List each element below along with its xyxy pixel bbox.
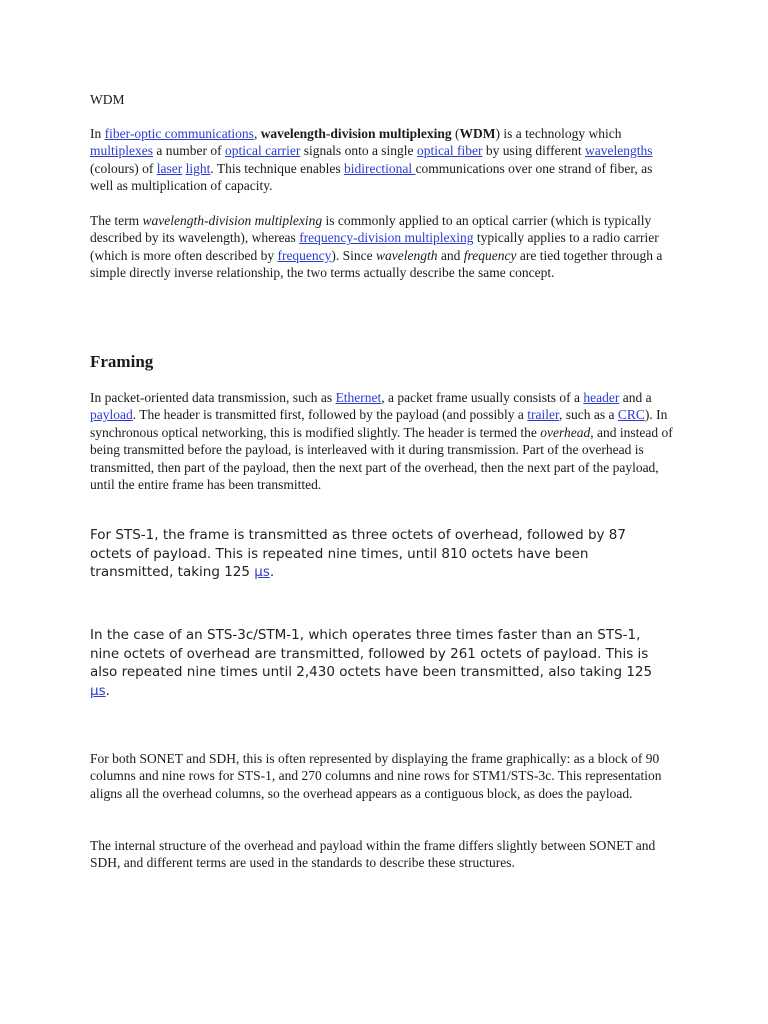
link-microsecond[interactable]: µs <box>90 682 106 699</box>
text: a number of <box>153 143 225 159</box>
link-trailer[interactable]: trailer <box>527 407 559 423</box>
paragraph-sts1 <box>90 526 650 582</box>
section-heading-framing: Framing <box>90 352 154 371</box>
link-fiber-optic-communications[interactable]: fiber-optic communications <box>104 126 254 141</box>
paragraph-sts3c <box>90 626 670 700</box>
link-wavelengths[interactable]: wavelengths <box>585 143 653 159</box>
text: In <box>90 126 105 141</box>
term-wavelength: wavelength <box>376 247 438 263</box>
text: . This technique enables <box>210 160 344 176</box>
link-optical-fiber[interactable]: optical fiber <box>416 143 483 159</box>
term-wdm-abbr: WDM <box>459 126 496 141</box>
term-wdm-italic: wavelength-division multiplexing <box>142 213 323 228</box>
text: typically applies to a radio carrier (which is more often described by <box>90 230 659 263</box>
link-laser[interactable]: laser <box>156 160 183 176</box>
link-bidirectional[interactable]: bidirectional <box>343 160 416 176</box>
text: and a <box>619 390 652 405</box>
text: In the case of an STS-3c/STM-1, which operates three times faster than an STS-1, nine octets of overhead are transmitted, followed by 261 octets of payload. This is also repeated nine times until 2,430 octets have been transmitted, also taking 125 <box>90 627 653 680</box>
link-payload[interactable]: payload <box>90 407 133 423</box>
text: . The header is transmitted first, followed by the payload (and possibly a <box>132 407 528 423</box>
text: by using different <box>482 143 586 159</box>
paragraph-internal-structure: The internal structure of the overhead and payload within the frame differs slightly between SONET and SDH, and different terms are used in the standards to describe these structures. <box>90 838 656 871</box>
text: . <box>105 682 110 699</box>
paragraph-sonet-sdh-representation: For both SONET and SDH, this is often represented by displaying the frame graphically: as a block of 90 columns and nine rows for STS-1, and 270 columns and nine rows for STM1/STS-3c. This representation aligns all the overhead columns, so the overhead appears as a contiguous block, as does the payload. <box>90 751 662 801</box>
text: communications over one strand of fiber, as well as multiplication of capacity. <box>90 160 653 194</box>
text: . <box>269 564 275 580</box>
text: and <box>437 247 464 263</box>
text: are tied together through a simple directly inverse relationship, the two terms actually describe the same concept. <box>90 247 663 281</box>
link-optical-carrier[interactable]: optical carrier <box>224 143 301 159</box>
link-microsecond[interactable]: µs <box>254 564 270 580</box>
term-wdm: wavelength-division multiplexing <box>260 126 452 141</box>
paragraph-framing <box>90 389 680 493</box>
link-multiplexes[interactable]: multiplexes <box>90 143 153 159</box>
link-frequency[interactable]: frequency <box>277 247 332 263</box>
paragraph-wdm-term <box>90 212 674 282</box>
text: , a packet frame usually consists of a <box>381 390 584 405</box>
term-frequency: frequency <box>463 247 517 263</box>
term-overhead: overhead <box>540 424 591 440</box>
text: (colours) of <box>90 160 157 176</box>
doc-title: WDM <box>90 92 125 107</box>
text: ) is a technology which <box>495 126 622 141</box>
text: , <box>253 126 261 141</box>
text: For STS-1, the frame is transmitted as three octets of overhead, followed by 87 octets of payload. This is repeated nine times, until 810 octets have been transmitted, taking 125 <box>90 527 626 580</box>
text: The term <box>90 213 143 228</box>
link-ethernet[interactable]: Ethernet <box>335 390 382 405</box>
text: is commonly applied to an optical carrier (which is typically described by its wavelength), whereas <box>90 213 652 246</box>
link-frequency-division-multiplexing[interactable]: frequency-division multiplexing <box>299 230 474 246</box>
text: ). Since <box>331 247 377 263</box>
text: ( <box>451 126 460 141</box>
link-crc[interactable]: CRC <box>617 407 645 423</box>
text: , and instead of being transmitted before the payload, is interleaved with it during transmission. Part of the overhead is transmitted, then part of the payload, then the next part of the overhead, then the next part of the payload, until the entire frame has been transmitted. <box>90 424 673 493</box>
text: , such as a <box>558 407 618 423</box>
paragraph-wdm-intro <box>90 125 660 195</box>
text: ). In synchronous optical networking, this is modified slightly. The header is termed the <box>90 407 668 440</box>
text: signals onto a single <box>300 143 417 159</box>
text: In packet-oriented data transmission, such as <box>90 390 336 405</box>
link-light[interactable]: light <box>185 160 211 176</box>
link-header[interactable]: header <box>583 390 620 405</box>
